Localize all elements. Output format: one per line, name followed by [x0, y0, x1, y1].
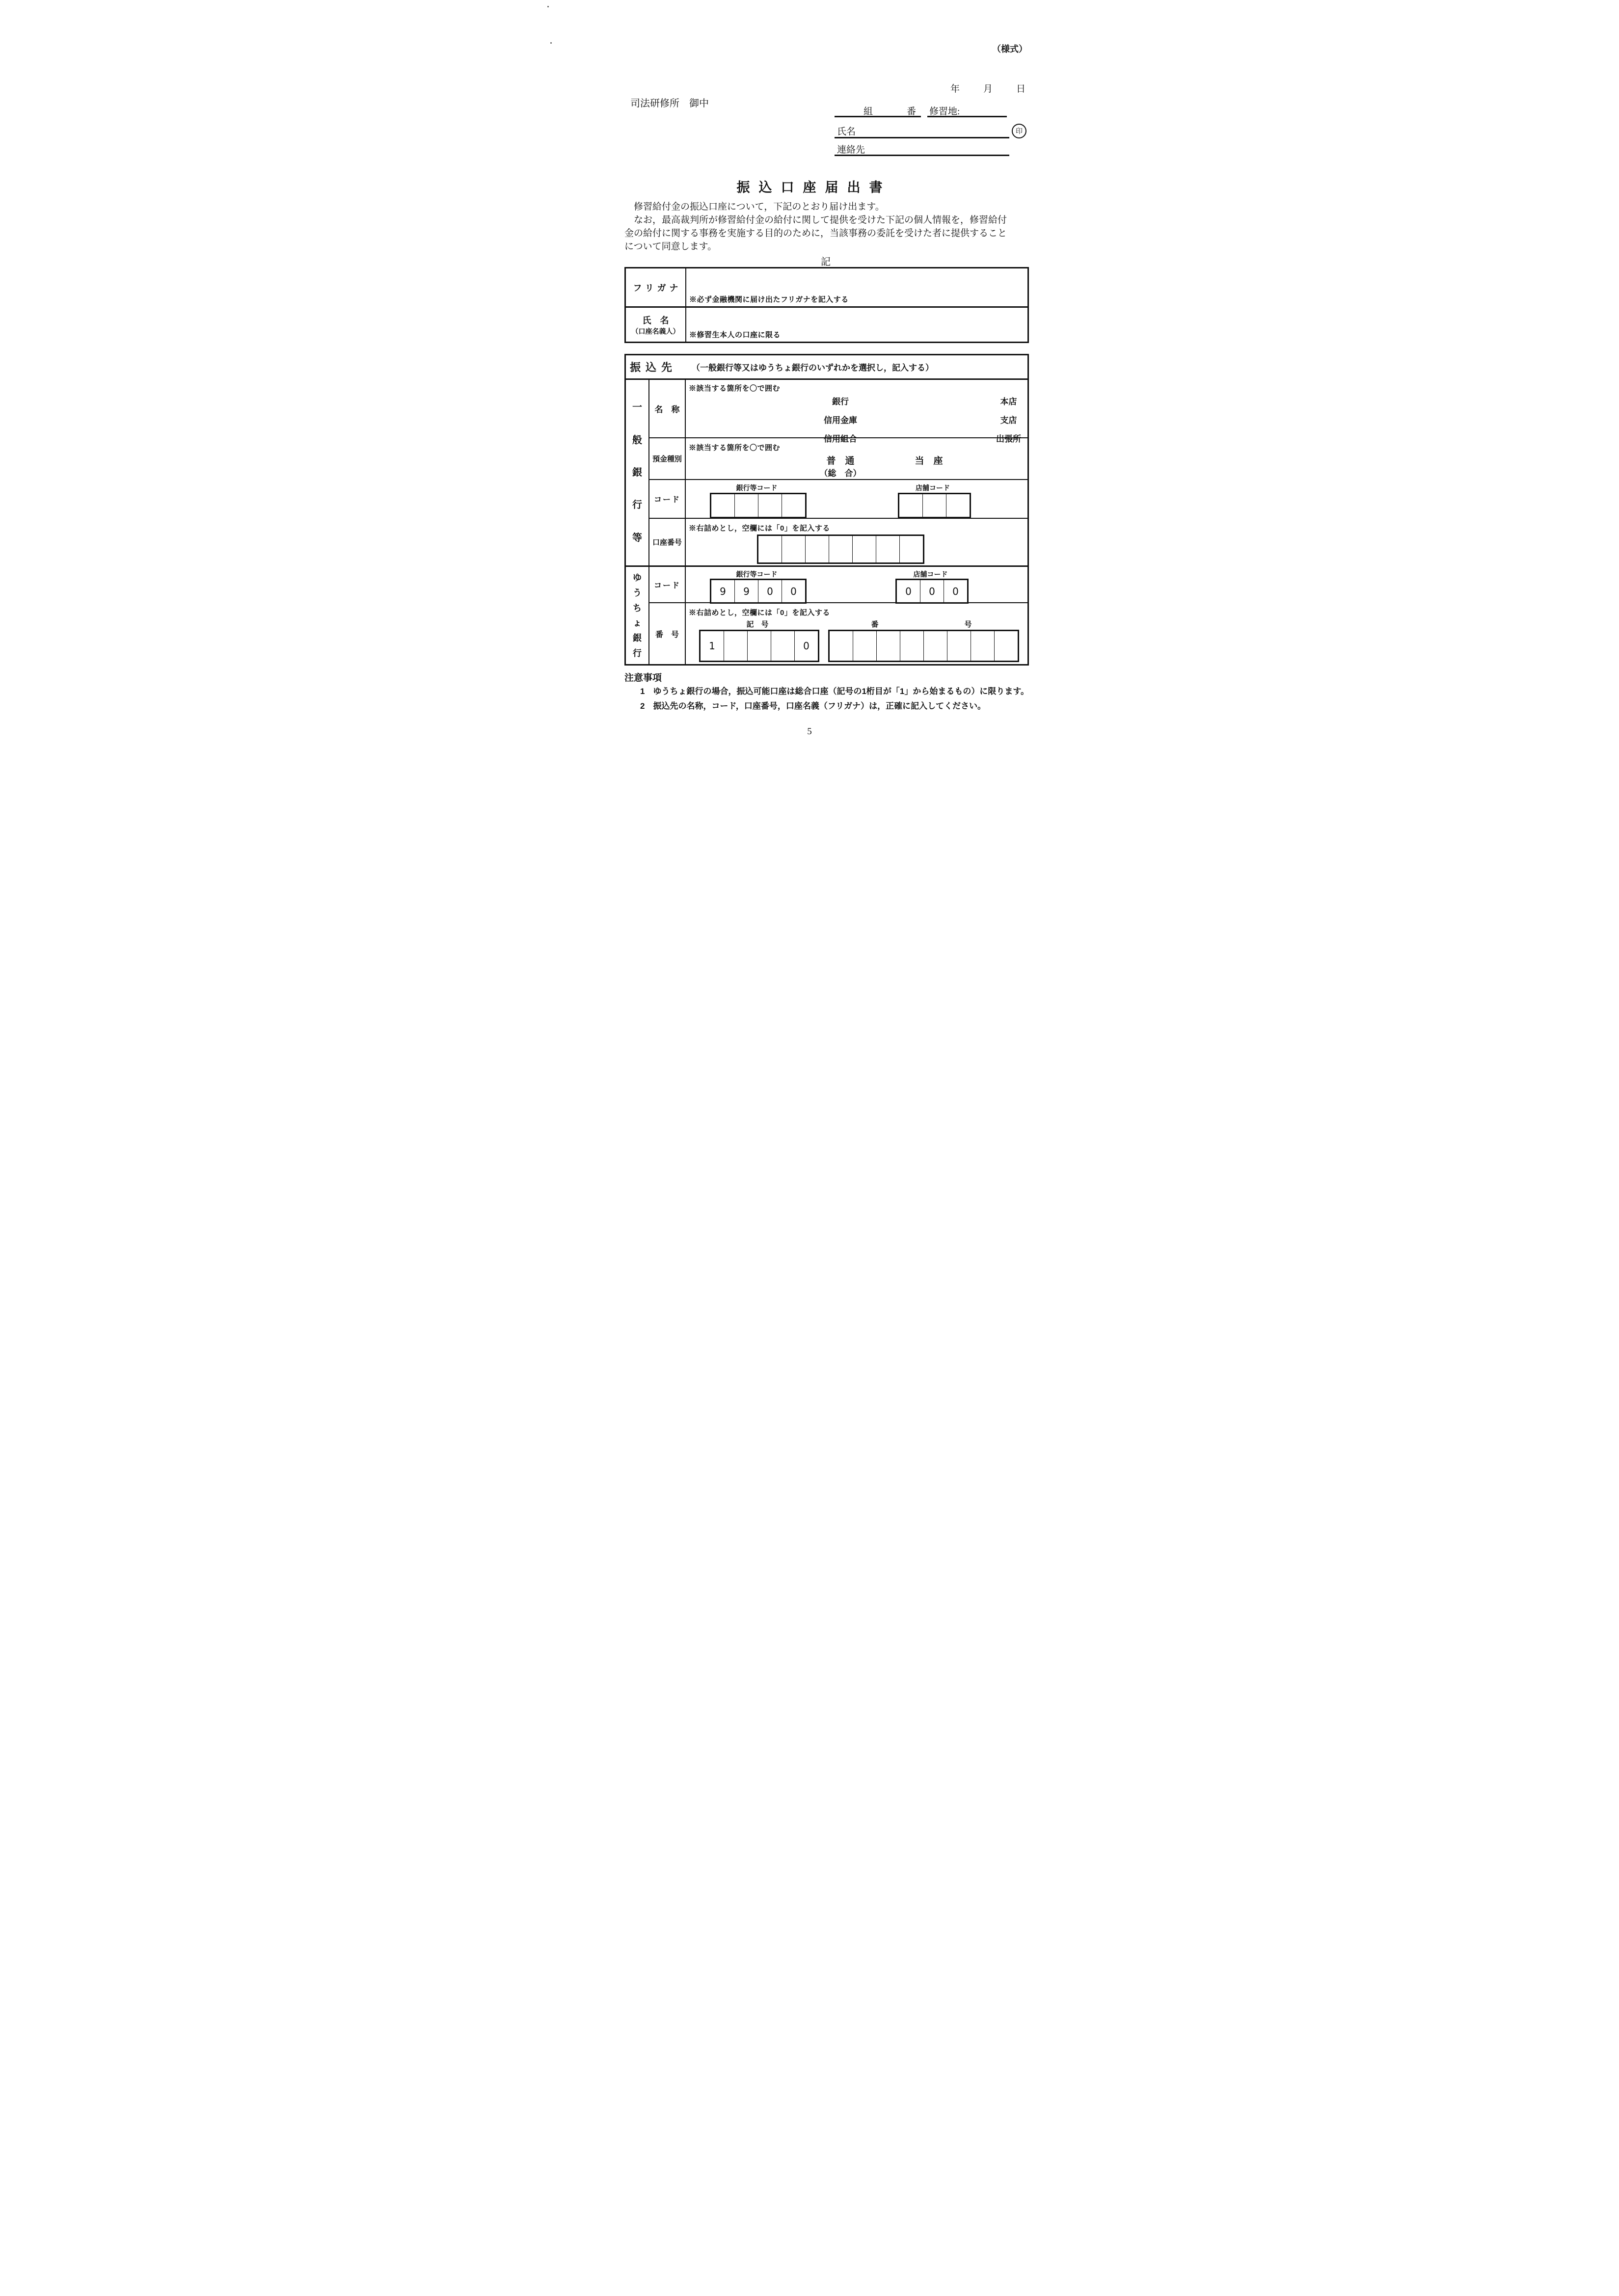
digit-cell: 0	[905, 585, 912, 597]
row-label-name	[648, 378, 685, 437]
digit-cell	[830, 631, 853, 661]
scan-artifact	[547, 6, 549, 7]
class-underline	[835, 116, 921, 117]
deposit-type-cell	[685, 437, 1027, 479]
name-label: 氏名	[837, 127, 856, 137]
class-label: 組	[863, 107, 873, 117]
bango-label	[828, 619, 1015, 629]
circle-instruction-note: ※該当する箇所を〇で囲む	[689, 444, 781, 452]
digit-cell: 0	[944, 580, 967, 602]
seal-mark	[1012, 124, 1026, 138]
bank-type-option: 信用金庫	[824, 416, 857, 425]
yucho-bank-code-box	[710, 579, 807, 604]
deposit-option-sogo: （総 合）	[819, 469, 862, 478]
row-label-code	[648, 479, 685, 518]
bango-box	[828, 630, 1019, 662]
name-input-cell	[686, 306, 1027, 342]
notes-heading: 注意事項	[624, 673, 662, 683]
vertical-char: 銀	[632, 467, 642, 478]
digit-cell	[899, 494, 922, 517]
form-title: 振込口座届出書	[736, 180, 891, 195]
branch-type-option: 本店	[1000, 397, 1017, 406]
transfer-header-label: 振込先	[630, 361, 677, 374]
row-label-text: 番 号	[655, 630, 679, 639]
bank-code-label: 銀行等コード	[736, 570, 778, 578]
furigana-note: ※必ず金融機関に届け出たフリガナを記入する	[689, 295, 849, 304]
branch-code-box	[898, 493, 971, 518]
deposit-option-futsu: 普 通	[826, 456, 855, 466]
training-location-label: 修習地:	[929, 107, 960, 117]
row-label-yucho-code	[648, 565, 685, 602]
digit-cell	[782, 536, 805, 562]
contact-label: 連絡先	[837, 145, 865, 155]
digit-cell	[876, 536, 899, 562]
digit-cell: 0	[758, 580, 782, 602]
vertical-char: ち	[633, 603, 642, 613]
digit-cell	[747, 631, 771, 661]
digit-cell	[852, 536, 876, 562]
digit-cell	[971, 631, 994, 661]
branch-code-label: 店舗コード	[916, 484, 950, 492]
digit-cell	[923, 631, 947, 661]
digit-cell	[758, 536, 782, 562]
digit-cell	[876, 631, 900, 661]
digit-cell: 9	[720, 585, 726, 597]
vertical-char: 等	[632, 532, 642, 543]
deposit-option-toza: 当 座	[915, 456, 943, 466]
addressee: 司法研修所 御中	[630, 98, 709, 109]
row-label-text: 名 称	[654, 405, 680, 414]
bank-type-option: 銀行	[832, 397, 849, 406]
digit-cell: 1	[709, 640, 715, 652]
bank-name-cell	[685, 378, 1027, 444]
vertical-char: 行	[632, 500, 642, 511]
digit-cell	[900, 631, 923, 661]
digit-cell	[994, 631, 1018, 661]
digit-cell	[853, 631, 876, 661]
branch-code-label: 店舗コード	[913, 570, 948, 578]
row-label-text: コード	[653, 496, 680, 504]
kigo-box	[699, 630, 819, 662]
vertical-char: 一	[632, 402, 642, 413]
date-day-label: 日	[1016, 84, 1026, 94]
furigana-label: フリガナ	[633, 283, 682, 293]
digit-cell	[782, 494, 805, 517]
account-number-cell	[685, 518, 1027, 565]
name-note: ※修習生本人の口座に限る	[689, 331, 781, 339]
transfer-header	[626, 355, 1027, 378]
vertical-char: 銀	[633, 633, 642, 643]
name-row-label: 氏 名	[642, 315, 669, 325]
scanned-form-page	[540, 0, 1079, 766]
furigana-input-cell	[686, 268, 1027, 306]
transfer-header-instruction: （一般銀行等又はゆうちょ銀行のいずれかを選択し，記入する）	[692, 363, 934, 373]
bank-code-label: 銀行等コード	[736, 484, 778, 492]
consent-paragraph	[624, 200, 1035, 253]
row-label-yucho-number	[648, 602, 685, 664]
digit-cell	[899, 536, 923, 562]
location-underline	[927, 116, 1007, 117]
bank-type-option: 信用組合	[824, 434, 857, 444]
digit-cell	[724, 631, 747, 661]
general-bank-vertical-label	[626, 378, 648, 565]
name-label-cell	[626, 306, 686, 342]
kigo-label: 記 号	[746, 620, 769, 629]
circle-instruction-note: ※該当する箇所を〇で囲む	[689, 384, 781, 393]
digit-cell	[771, 631, 794, 661]
date-month-label: 月	[983, 84, 993, 94]
row-label-text: 口座番号	[652, 538, 682, 547]
note-item: 1 ゆうちょ銀行の場合，振込可能口座は総合口座（記号の1桁目が「1」から始まるもの）に限ります。	[640, 687, 1029, 696]
branch-type-options	[985, 395, 1032, 444]
branch-type-option: 出張所	[996, 434, 1021, 444]
name-underline	[835, 137, 1009, 138]
account-number-box	[757, 534, 924, 564]
digit-cell	[734, 494, 758, 517]
account-holder-label: （口座名義人）	[631, 327, 680, 335]
row-label-deposit-type	[648, 437, 685, 479]
number-label: 番	[907, 107, 917, 117]
yucho-code-cell	[685, 565, 1027, 602]
yucho-number-cell	[685, 602, 1027, 664]
transfer-destination-table	[624, 354, 1029, 666]
contact-underline	[835, 155, 1009, 156]
vertical-char: ょ	[633, 618, 642, 628]
digit-cell: 0	[794, 631, 818, 661]
ban-char: 番	[871, 620, 879, 629]
bank-code-box	[710, 493, 807, 518]
seal-character: 印	[1016, 128, 1023, 135]
branch-type-option: 支店	[1000, 416, 1017, 425]
body-line: 修習給付金の振込口座について，下記のとおり届け出ます。	[634, 202, 885, 212]
row-label-text: コード	[653, 581, 680, 590]
vertical-char: ゆ	[633, 572, 642, 583]
digit-cell	[805, 536, 829, 562]
row-label-account-number	[648, 518, 685, 565]
vertical-char: 行	[633, 648, 642, 659]
right-justify-note: ※右詰めとし，空欄には「0」を記入する	[689, 609, 830, 617]
digit-cell: 0	[782, 580, 805, 602]
furigana-label-cell	[626, 268, 686, 306]
format-label: （様式）	[992, 44, 1027, 54]
digit-cell	[758, 494, 782, 517]
digit-cell	[922, 494, 946, 517]
bank-type-options	[810, 395, 871, 444]
ki-marker: 記	[821, 257, 831, 267]
digit-cell	[947, 631, 971, 661]
body-line: 金の給付に関する事務を実施する目的のために，当該事務の委託を受けた者に提供すること	[624, 228, 1007, 239]
page-number: 5	[807, 726, 812, 737]
yucho-branch-code-box	[895, 579, 969, 604]
bank-code-cell	[685, 479, 1027, 518]
digit-cell: 9	[734, 580, 758, 602]
scan-artifact	[550, 42, 552, 44]
right-justify-note: ※右詰めとし，空欄には「0」を記入する	[689, 524, 830, 533]
digit-cell: 0	[920, 580, 944, 602]
yucho-vertical-label	[626, 565, 648, 664]
body-line: なお，最高裁判所が修習給付金の給付に関して提供を受けた下記の個人情報を，修習給付	[634, 215, 1007, 225]
digit-cell	[829, 536, 852, 562]
row-label-text: 預金種別	[652, 455, 682, 463]
vertical-char: う	[633, 587, 642, 598]
digit-cell	[946, 494, 970, 517]
digit-cell	[711, 494, 734, 517]
go-char: 号	[964, 620, 972, 629]
body-line: について同意します。	[624, 241, 717, 252]
date-year-label: 年	[950, 84, 960, 94]
account-holder-table	[624, 267, 1029, 343]
vertical-char: 般	[632, 434, 642, 446]
note-item: 2 振込先の名称，コード，口座番号，口座名義（フリガナ）は，正確に記入してください。	[640, 701, 986, 711]
